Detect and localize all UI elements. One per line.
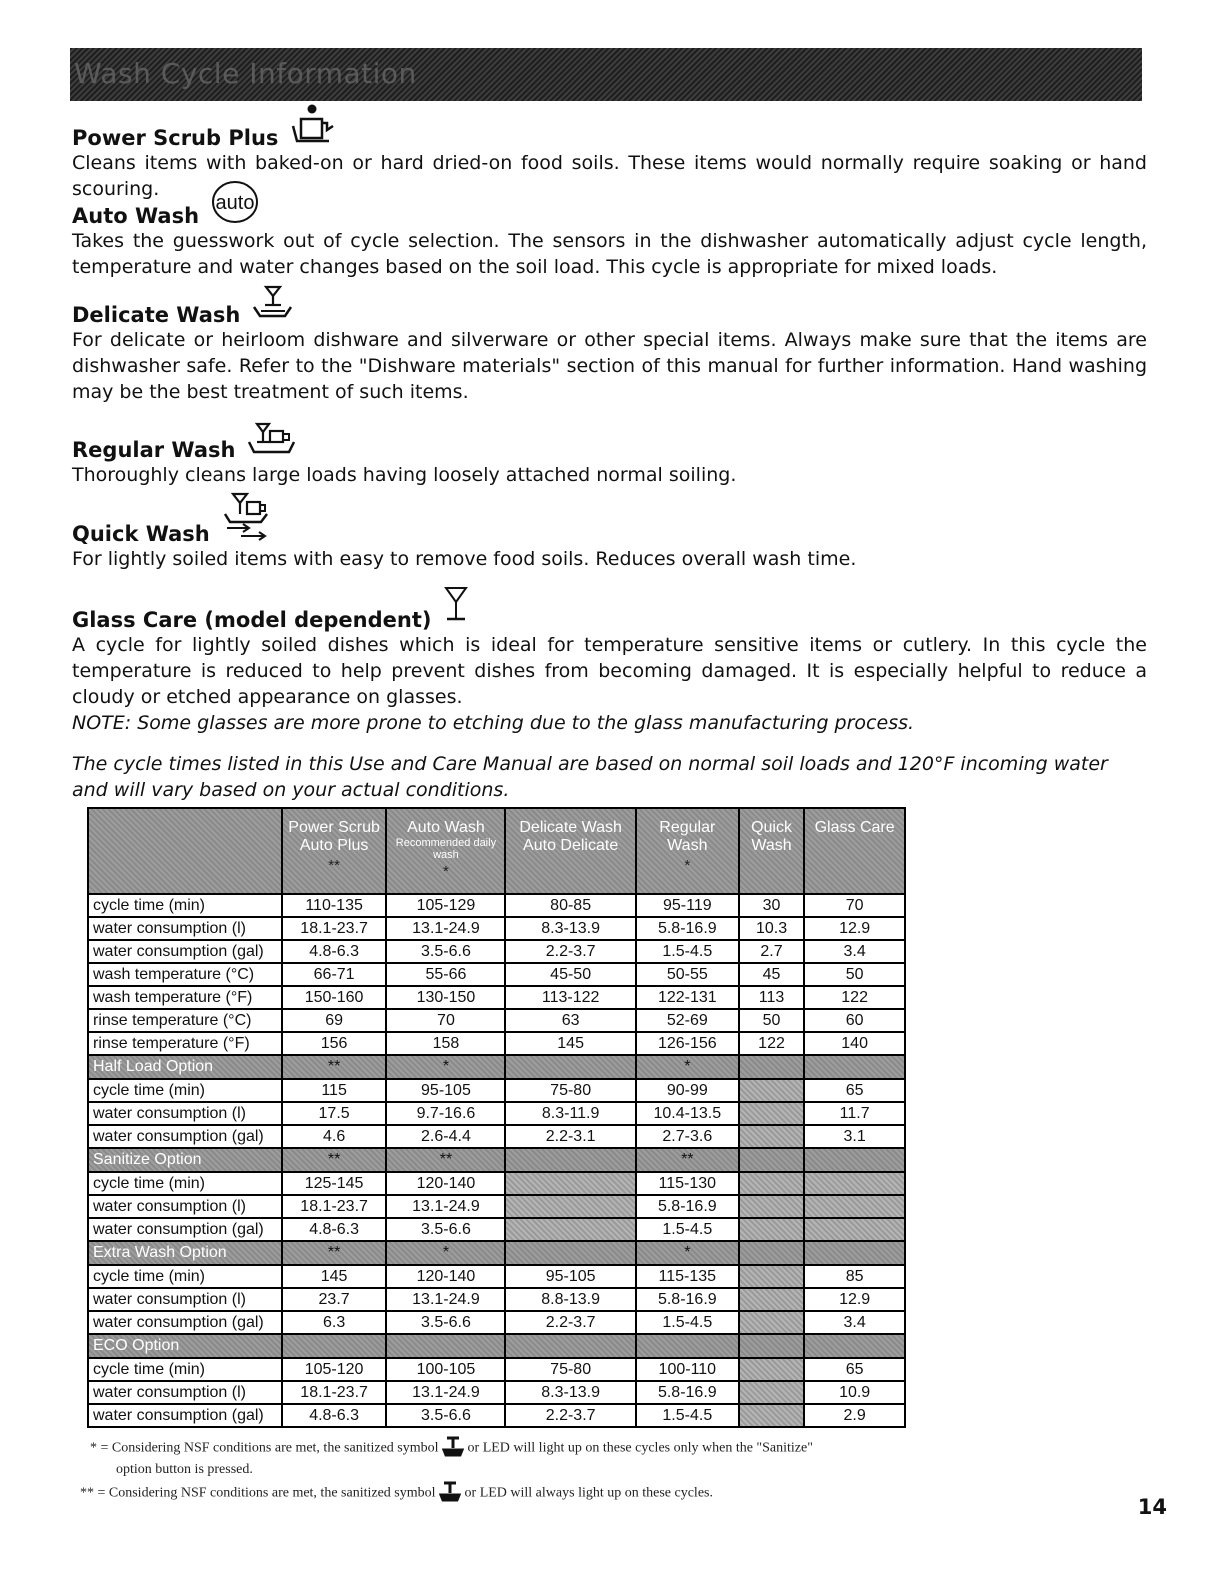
table-cell: 3.1 <box>804 1125 905 1148</box>
table-cell: 17.5 <box>282 1102 387 1125</box>
footnote-text: = Considering NSF conditions are met, the sanitized symbol <box>97 1485 436 1501</box>
table-cell: 115 <box>282 1079 387 1102</box>
column-header <box>804 808 905 894</box>
section-regular-wash <box>72 422 1147 488</box>
table-cell <box>804 1195 905 1218</box>
table-cell: 75-80 <box>505 1358 635 1381</box>
option-header-row <box>88 1241 905 1265</box>
option-mark <box>739 1055 804 1079</box>
regular-wash-icon <box>247 422 299 462</box>
page-number: 14 <box>1137 1495 1167 1519</box>
footnote-text: = Considering NSF conditions are met, the sanitized symbol <box>100 1440 439 1456</box>
table-cell: 105-129 <box>386 894 505 917</box>
table-cell: 4.8-6.3 <box>282 1218 387 1241</box>
table-cell: 4.8-6.3 <box>282 1404 387 1427</box>
table-cell: 3.5-6.6 <box>386 940 505 963</box>
option-mark: ** <box>636 1148 739 1172</box>
footnote-text-3: option button is pressed. <box>116 1462 253 1477</box>
table-cell <box>505 1218 635 1241</box>
option-mark: ** <box>282 1241 387 1265</box>
table-cell <box>804 1172 905 1195</box>
option-mark <box>804 1241 905 1265</box>
sanitized-icon <box>442 1435 464 1462</box>
table-cell: 18.1-23.7 <box>282 1195 387 1218</box>
table-cell: 2.2-3.7 <box>505 940 635 963</box>
table-cell: 140 <box>804 1032 905 1055</box>
header-line-1: Auto Wash <box>407 819 485 836</box>
table-cell: 2.9 <box>804 1404 905 1427</box>
table-cell <box>739 1311 804 1334</box>
row-label: water consumption (l) <box>88 1102 282 1125</box>
table-cell: 122 <box>804 986 905 1009</box>
section-body: A cycle for lightly soiled dishes which is ideal for temperature sensitive items or cutlery. In this cycle the temperature is reduced to help prevent dishes from becoming damaged. It is especially helpful to reduce a cloudy or etched appearance on glasses. <box>72 634 1147 708</box>
table-cell: 5.8-16.9 <box>636 917 739 940</box>
row-label: cycle time (min) <box>88 1358 282 1381</box>
quick-wash-icon <box>221 492 273 546</box>
table-cell: 100-105 <box>386 1358 505 1381</box>
header-mark: * <box>684 857 691 874</box>
table-cell: 4.8-6.3 <box>282 940 387 963</box>
table-row <box>88 940 905 963</box>
table-cell: 23.7 <box>282 1288 387 1311</box>
table-cell: 80-85 <box>505 894 635 917</box>
table-cell: 8.3-13.9 <box>505 917 635 940</box>
table-cell: 13.1-24.9 <box>386 1195 505 1218</box>
table-cell: 69 <box>282 1009 387 1032</box>
header-line-1: Glass Care <box>814 819 895 836</box>
section-body: Takes the guesswork out of cycle selection. The sensors in the dishwasher automatically adjust cycle length, temperature and water changes based on the soil load. This cycle is appropriate for mixed loads. <box>72 230 1147 278</box>
table-cell: 3.4 <box>804 1311 905 1334</box>
option-mark <box>505 1148 635 1172</box>
power-scrub-icon <box>289 104 337 150</box>
table-cell: 4.6 <box>282 1125 387 1148</box>
option-header-row <box>88 1055 905 1079</box>
row-label: cycle time (min) <box>88 894 282 917</box>
option-mark <box>505 1334 635 1358</box>
table-cell: 12.9 <box>804 1288 905 1311</box>
option-mark: * <box>636 1055 739 1079</box>
table-cell: 145 <box>505 1032 635 1055</box>
table-cell <box>739 1218 804 1241</box>
table-cell: 5.8-16.9 <box>636 1288 739 1311</box>
table-cell: 5.8-16.9 <box>636 1381 739 1404</box>
table-cell: 2.2-3.7 <box>505 1404 635 1427</box>
table-cell: 95-105 <box>386 1079 505 1102</box>
section-title: Quick Wash <box>72 522 210 546</box>
section-body: Cleans items with baked-on or hard dried-on food soils. These items would normally require soaking or hand scouring. <box>72 152 1147 200</box>
table-cell: 150-160 <box>282 986 387 1009</box>
option-title: Half Load Option <box>88 1055 282 1079</box>
table-cell: 12.9 <box>804 917 905 940</box>
table-row <box>88 1125 905 1148</box>
table-row <box>88 1358 905 1381</box>
svg-text:auto: auto <box>215 192 255 214</box>
header-mark: ** <box>328 857 340 874</box>
table-cell: 95-119 <box>636 894 739 917</box>
table-cell: 3.5-6.6 <box>386 1218 505 1241</box>
table-row <box>88 917 905 940</box>
table-cell: 75-80 <box>505 1079 635 1102</box>
table-cell: 50 <box>739 1009 804 1032</box>
section-body: For lightly soiled items with easy to remove food soils. Reduces overall wash time. <box>72 548 857 570</box>
table-cell: 70 <box>386 1009 505 1032</box>
table-cell: 105-120 <box>282 1358 387 1381</box>
table-cell: 1.5-4.5 <box>636 1218 739 1241</box>
header-line-1: Quick <box>751 819 792 836</box>
table-cell: 130-150 <box>386 986 505 1009</box>
table-cell: 10.4-13.5 <box>636 1102 739 1125</box>
table-cell: 10.3 <box>739 917 804 940</box>
row-label: wash temperature (°C) <box>88 963 282 986</box>
table-cell: 13.1-24.9 <box>386 1288 505 1311</box>
section-banner <box>70 48 1142 101</box>
header-line-2: Auto Delicate <box>523 837 619 854</box>
header-line-2: Wash <box>667 837 708 854</box>
row-label: water consumption (gal) <box>88 1404 282 1427</box>
table-cell <box>739 1195 804 1218</box>
table-cell: 65 <box>804 1079 905 1102</box>
option-header-row <box>88 1334 905 1358</box>
table-cell: 50-55 <box>636 963 739 986</box>
option-mark <box>739 1148 804 1172</box>
table-cell: 6.3 <box>282 1311 387 1334</box>
section-body: For delicate or heirloom dishware and silverware or other special items. Always make sure that the items are dishwasher safe. Refer to the "Dishware materials" section of this manual for further information. Hand washing may be the best treatment of such items. <box>72 329 1147 403</box>
table-cell: 65 <box>804 1358 905 1381</box>
table-cell <box>739 1172 804 1195</box>
auto-icon <box>210 180 260 228</box>
row-label: water consumption (gal) <box>88 1311 282 1334</box>
table-row <box>88 963 905 986</box>
row-label: rinse temperature (°F) <box>88 1032 282 1055</box>
row-label: wash temperature (°F) <box>88 986 282 1009</box>
table-cell: 9.7-16.6 <box>386 1102 505 1125</box>
header-mark: * <box>443 863 449 880</box>
option-title: ECO Option <box>88 1334 282 1358</box>
row-label: water consumption (gal) <box>88 1125 282 1148</box>
table-cell: 18.1-23.7 <box>282 917 387 940</box>
section-title: Auto Wash <box>72 204 200 228</box>
table-cell <box>804 1218 905 1241</box>
header-line-2: Wash <box>751 837 792 854</box>
cycle-times-note-block <box>72 751 1147 803</box>
option-mark <box>505 1055 635 1079</box>
table-cell: 45-50 <box>505 963 635 986</box>
table-cell: 110-135 <box>282 894 387 917</box>
table-cell: 3.4 <box>804 940 905 963</box>
table-cell: 1.5-4.5 <box>636 940 739 963</box>
table-cell: 90-99 <box>636 1079 739 1102</box>
table-cell: 3.5-6.6 <box>386 1311 505 1334</box>
option-mark: * <box>386 1241 505 1265</box>
table-row <box>88 1311 905 1334</box>
table-cell <box>505 1195 635 1218</box>
table-row <box>88 1032 905 1055</box>
table-cell: 120-140 <box>386 1265 505 1288</box>
table-row <box>88 1009 905 1032</box>
header-line-1: Power Scrub <box>288 819 380 836</box>
footnote-1 <box>90 1435 970 1478</box>
sanitized-icon <box>439 1480 461 1507</box>
section-title: Regular Wash <box>72 438 236 462</box>
option-mark: ** <box>386 1148 505 1172</box>
option-mark <box>505 1241 635 1265</box>
table-cell: 100-110 <box>636 1358 739 1381</box>
table-cell: 115-130 <box>636 1172 739 1195</box>
table-cell: 52-69 <box>636 1009 739 1032</box>
table-cell: 95-105 <box>505 1265 635 1288</box>
table-cell: 113 <box>739 986 804 1009</box>
section-delicate-wash <box>72 285 1147 405</box>
header-line-1: Regular <box>659 819 716 836</box>
column-header <box>505 808 635 894</box>
table-cell: 10.9 <box>804 1381 905 1404</box>
option-title: Sanitize Option <box>88 1148 282 1172</box>
cycle-times-note: The cycle times listed in this Use and Care Manual are based on normal soil loads and 120°F incoming water and will vary based on your actual conditions. <box>72 753 1108 801</box>
table-cell: 2.6-4.4 <box>386 1125 505 1148</box>
column-header <box>386 808 505 894</box>
table-cell: 63 <box>505 1009 635 1032</box>
header-recommended: Recommended daily wash <box>395 837 497 861</box>
table-cell: 18.1-23.7 <box>282 1381 387 1404</box>
option-mark: ** <box>282 1148 387 1172</box>
table-row <box>88 1172 905 1195</box>
table-cell: 126-156 <box>636 1032 739 1055</box>
row-label: rinse temperature (°C) <box>88 1009 282 1032</box>
table-row <box>88 1218 905 1241</box>
table-row <box>88 1265 905 1288</box>
option-mark: * <box>386 1055 505 1079</box>
footnote-mark: ** <box>80 1485 94 1501</box>
table-cell: 1.5-4.5 <box>636 1311 739 1334</box>
option-mark <box>739 1241 804 1265</box>
row-label: water consumption (l) <box>88 1381 282 1404</box>
section-title: Delicate Wash <box>72 303 241 327</box>
table-cell: 122 <box>739 1032 804 1055</box>
table-cell <box>739 1102 804 1125</box>
option-header-row <box>88 1148 905 1172</box>
row-label: water consumption (gal) <box>88 1218 282 1241</box>
table-cell: 115-135 <box>636 1265 739 1288</box>
table-cell: 120-140 <box>386 1172 505 1195</box>
table-cell: 145 <box>282 1265 387 1288</box>
table-cell <box>739 1265 804 1288</box>
table-row <box>88 1079 905 1102</box>
footnote-mark: * <box>90 1440 97 1456</box>
table-cell: 13.1-24.9 <box>386 1381 505 1404</box>
footnote-text-2: or LED will light up on these cycles only when the "Sanitize" <box>467 1440 813 1456</box>
table-row <box>88 894 905 917</box>
table-cell: 122-131 <box>636 986 739 1009</box>
table-cell: 60 <box>804 1009 905 1032</box>
table-cell: 5.8-16.9 <box>636 1195 739 1218</box>
section-quick-wash <box>72 492 1147 572</box>
column-header <box>282 808 387 894</box>
glass-icon <box>443 586 469 632</box>
table-cell: 8.8-13.9 <box>505 1288 635 1311</box>
table-cell <box>505 1172 635 1195</box>
table-cell: 45 <box>739 963 804 986</box>
row-label: cycle time (min) <box>88 1172 282 1195</box>
table-cell: 55-66 <box>386 963 505 986</box>
table-row <box>88 1195 905 1218</box>
section-body: Thoroughly cleans large loads having loosely attached normal soiling. <box>72 464 737 486</box>
table-cell: 70 <box>804 894 905 917</box>
table-cell <box>739 1288 804 1311</box>
row-label: cycle time (min) <box>88 1265 282 1288</box>
table-cell <box>739 1381 804 1404</box>
table-cell: 113-122 <box>505 986 635 1009</box>
option-mark <box>804 1148 905 1172</box>
table-row <box>88 1288 905 1311</box>
wash-cycle-table <box>87 807 906 1428</box>
table-row <box>88 1381 905 1404</box>
table-cell: 85 <box>804 1265 905 1288</box>
table-cell <box>739 1404 804 1427</box>
table-row <box>88 986 905 1009</box>
option-mark <box>804 1334 905 1358</box>
table-cell: 2.2-3.7 <box>505 1311 635 1334</box>
table-cell <box>739 1125 804 1148</box>
section-title: Glass Care (model dependent) <box>72 608 432 632</box>
table-cell: 1.5-4.5 <box>636 1404 739 1427</box>
table-cell: 158 <box>386 1032 505 1055</box>
footnote-2 <box>80 1480 960 1507</box>
option-mark <box>282 1334 387 1358</box>
banner-title: Wash Cycle Information <box>74 57 417 90</box>
table-cell: 8.3-11.9 <box>505 1102 635 1125</box>
table-cell: 30 <box>739 894 804 917</box>
header-line-2: Auto Plus <box>299 837 369 854</box>
column-header <box>739 808 804 894</box>
table-cell: 50 <box>804 963 905 986</box>
table-cell: 11.7 <box>804 1102 905 1125</box>
option-mark <box>739 1334 804 1358</box>
table-row <box>88 1102 905 1125</box>
table-cell: 125-145 <box>282 1172 387 1195</box>
option-mark: ** <box>282 1055 387 1079</box>
table-cell <box>739 1358 804 1381</box>
table-cell: 2.2-3.1 <box>505 1125 635 1148</box>
row-label: water consumption (l) <box>88 917 282 940</box>
table-cell: 2.7-3.6 <box>636 1125 739 1148</box>
delicate-wash-icon <box>251 285 295 327</box>
table-cell: 2.7 <box>739 940 804 963</box>
footnote-text-2: or LED will always light up on these cycles. <box>464 1485 713 1501</box>
option-mark <box>386 1334 505 1358</box>
section-title: Power Scrub Plus <box>72 126 279 150</box>
table-cell <box>739 1079 804 1102</box>
glass-note: NOTE: Some glasses are more prone to etching due to the glass manufacturing process. <box>72 712 915 734</box>
table-cell: 13.1-24.9 <box>386 917 505 940</box>
table-cell: 66-71 <box>282 963 387 986</box>
row-label: water consumption (gal) <box>88 940 282 963</box>
option-mark <box>804 1055 905 1079</box>
table-row <box>88 1404 905 1427</box>
option-mark <box>636 1334 739 1358</box>
row-label: cycle time (min) <box>88 1079 282 1102</box>
table-cell: 156 <box>282 1032 387 1055</box>
header-line-1: Delicate Wash <box>519 819 622 836</box>
column-header <box>636 808 739 894</box>
row-label: water consumption (l) <box>88 1288 282 1311</box>
table-corner <box>88 808 282 894</box>
section-auto-wash <box>72 180 1147 280</box>
option-title: Extra Wash Option <box>88 1241 282 1265</box>
table-cell: 3.5-6.6 <box>386 1404 505 1427</box>
option-mark: * <box>636 1241 739 1265</box>
row-label: water consumption (l) <box>88 1195 282 1218</box>
table-cell: 8.3-13.9 <box>505 1381 635 1404</box>
section-glass-care <box>72 586 1147 736</box>
